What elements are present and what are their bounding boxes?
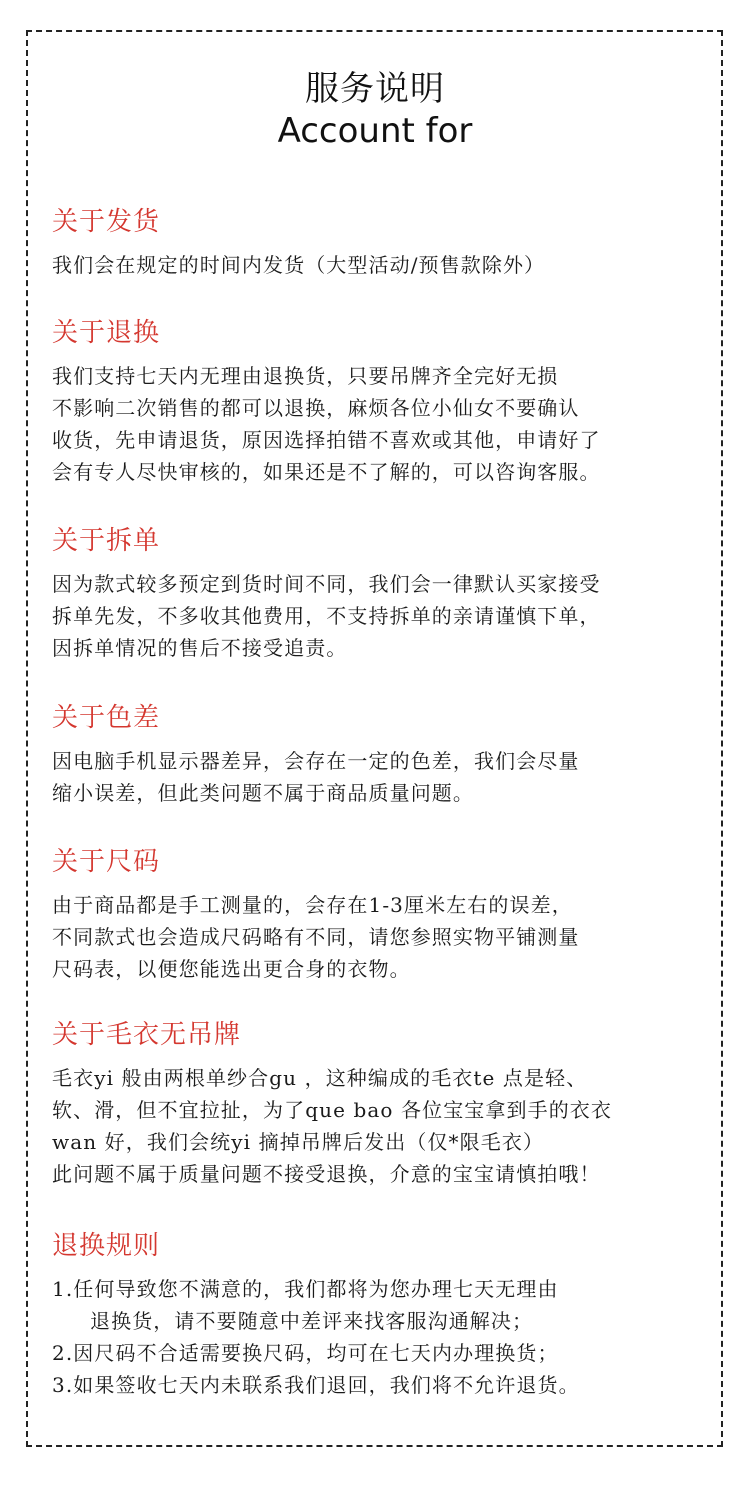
section-heading-returns: 关于退换 xyxy=(52,318,161,348)
body-line: 会有专人尽快审核的，如果还是不了解的，可以咨询客服。 xyxy=(52,460,601,484)
section-body-split-order xyxy=(52,568,712,664)
body-line: 收货，先申请退货，原因选择拍错不喜欢或其他，申请好了 xyxy=(52,428,601,452)
section-shipping xyxy=(52,205,712,281)
body-line: 我们会在规定的时间内发货（大型活动/预售款除外） xyxy=(52,253,546,277)
section-heading-color-difference: 关于色差 xyxy=(52,703,161,733)
body-line: 尺码表，以便您能选出更合身的衣物。 xyxy=(52,957,411,981)
section-heading-size: 关于尺码 xyxy=(52,847,161,877)
body-line: wan 好，我们会统yi 摘掉吊牌后发出（仅*限毛衣） xyxy=(52,1130,545,1154)
body-line: 因电脑手机显示器差异，会存在一定的色差，我们会尽量 xyxy=(52,749,580,773)
rule-item: 3.如果签收七天内未联系我们退回，我们将不允许退货。 xyxy=(52,1373,580,1397)
rule-item-continuation: 退换货，请不要随意中差评来找客服沟通解决； xyxy=(90,1309,534,1333)
body-line: 我们支持七天内无理由退换货，只要吊牌齐全完好无损 xyxy=(52,364,559,388)
section-heading-return-rules: 退换规则 xyxy=(52,1231,161,1261)
section-returns xyxy=(52,316,712,488)
rule-item: 2.因尺码不合适需要换尺码，均可在七天内办理换货； xyxy=(52,1341,559,1365)
body-line: 不同款式也会造成尺码略有不同，请您参照实物平铺测量 xyxy=(52,925,580,949)
rule-item: 1.任何导致您不满意的，我们都将为您办理七天无理由 xyxy=(52,1277,559,1301)
section-heading-shipping: 关于发货 xyxy=(52,207,161,237)
page-title-english: Account for xyxy=(277,111,473,151)
page-title-chinese: 服务说明 xyxy=(305,69,445,109)
body-line: 因拆单情况的售后不接受追责。 xyxy=(52,636,348,660)
section-body-returns xyxy=(52,360,712,488)
body-line: 拆单先发，不多收其他费用，不支持拆单的亲请谨慎下单， xyxy=(52,604,601,628)
section-body-color-difference xyxy=(52,745,712,809)
section-return-rules xyxy=(52,1229,712,1401)
section-body-shipping xyxy=(52,249,712,281)
section-color-difference xyxy=(52,701,712,809)
body-line: 此问题不属于质量问题不接受退换，介意的宝宝请慎拍哦！ xyxy=(52,1162,601,1186)
section-body-return-rules xyxy=(52,1273,712,1401)
section-heading-split-order: 关于拆单 xyxy=(52,526,161,556)
section-split-order xyxy=(52,524,712,664)
body-line: 由于商品都是手工测量的，会存在1-3厘米左右的误差， xyxy=(52,893,573,917)
section-body-size xyxy=(52,889,712,985)
section-body-sweater-no-tag xyxy=(52,1062,712,1190)
body-line: 毛衣yi 般由两根单纱合gu ，这种编成的毛衣te 点是轻、 xyxy=(52,1066,588,1090)
body-line: 软、滑，但不宜拉扯，为了que bao 各位宝宝拿到手的衣衣 xyxy=(52,1098,613,1122)
section-sweater-no-tag xyxy=(52,1018,712,1190)
body-line: 缩小误差，但此类问题不属于商品质量问题。 xyxy=(52,781,474,805)
section-heading-sweater-no-tag: 关于毛衣无吊牌 xyxy=(52,1020,242,1050)
body-line: 不影响二次销售的都可以退换，麻烦各位小仙女不要确认 xyxy=(52,396,580,420)
section-size xyxy=(52,845,712,985)
body-line: 因为款式较多预定到货时间不同，我们会一律默认买家接受 xyxy=(52,572,601,596)
page-title-block xyxy=(0,68,750,152)
